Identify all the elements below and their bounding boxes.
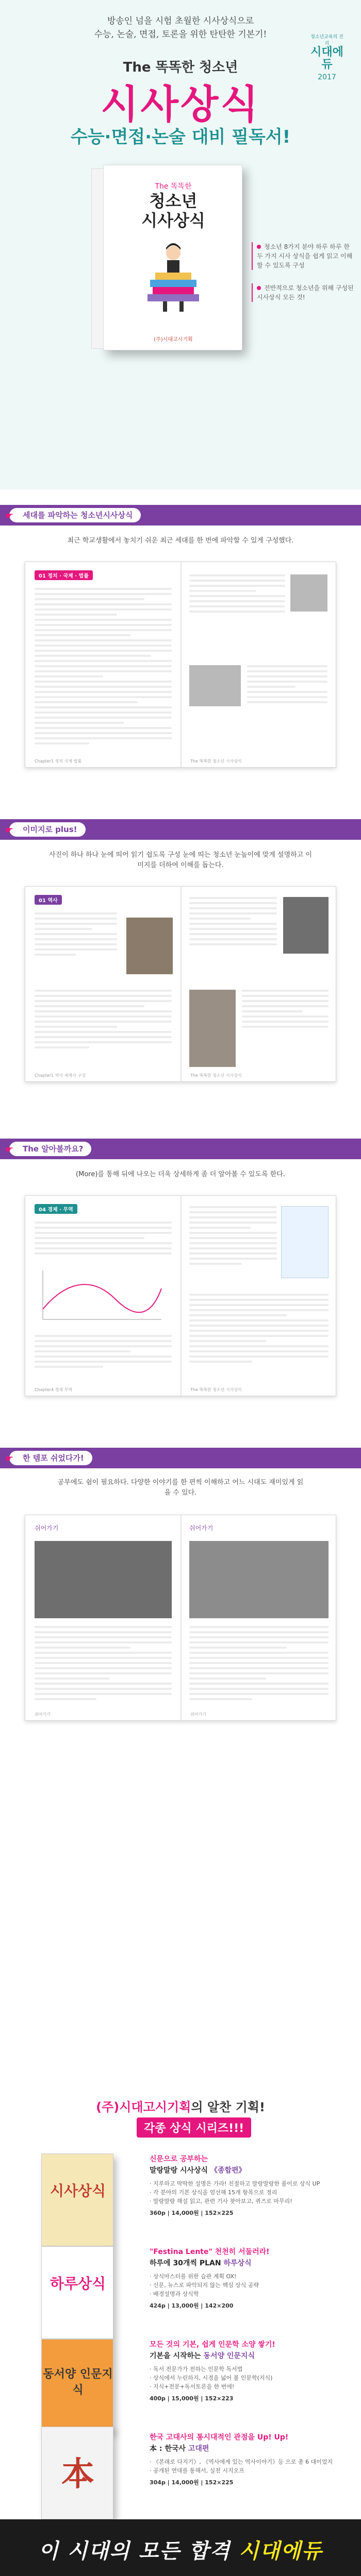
hero-note-2 — [252, 283, 355, 302]
spread-text-left — [35, 588, 172, 748]
book-bullet: · 《본래로 다지기》, 《역사에게 있는 역사이야기》등 으로 총 6 대이었지 — [150, 2459, 333, 2465]
book-spine — [91, 168, 104, 349]
spread-text-left-2 — [35, 1335, 172, 1371]
spread-rest-title-right: 쉬어가기 — [189, 1524, 214, 1532]
book-name-b: 《종합편》 — [210, 2166, 246, 2175]
book-bullet: · 독서 전문가가 전하는 인문학 독서법 — [150, 2366, 243, 2372]
series-book-1-cover — [31, 2154, 129, 2246]
section-header-2 — [0, 819, 361, 840]
student-illustration-icon — [142, 238, 204, 315]
sample-spread-3 — [25, 1195, 336, 1396]
hero-intro — [0, 14, 361, 41]
hero-tagline: 수능·면접·논술 대비 필독서! — [70, 127, 291, 147]
section-label-3-text: The 알아볼까요? — [23, 1144, 84, 1154]
section-desc-3: (More)를 통해 뒤에 나오는 더욱 상세하게 좀 더 알아볼 수 있도록 한다. — [76, 1171, 285, 1178]
series-book-2-cover — [31, 2246, 129, 2339]
brand-small-text: 청소년교육의 진리 — [310, 35, 343, 46]
spread-rest-title-left: 쉬어가기 — [35, 1524, 59, 1532]
book-bullet: · 지식+전문+독서토론을 한 번에! — [150, 2383, 235, 2390]
book-cover-image — [41, 2339, 113, 2432]
spread-text-right — [189, 897, 277, 948]
cover-title: 동서양 인문지식 — [43, 2368, 113, 2397]
book-bullet: · 상식마스터를 위한 습관 계획 OX! — [150, 2273, 237, 2280]
footer-slogan-band — [0, 2519, 361, 2576]
spread-footer-left: Chapter4 경제 무역 — [35, 1387, 73, 1392]
sample-spread-1 — [25, 562, 336, 768]
section-header-4 — [0, 1448, 361, 1468]
book-name-b: 하루상식 — [223, 2259, 252, 2267]
book-bullet: · 말랑말랑 해설 읽고, 관련 기사 찾아보고, 퀴즈로 마무리! — [150, 2198, 292, 2205]
spread-footer-right: The 똑똑한 청소년 시사상식 — [190, 1387, 242, 1392]
section-label-4 — [5, 1451, 92, 1465]
series-book-4-cover — [31, 2427, 129, 2519]
section-header-1 — [0, 505, 361, 526]
spread-chapter-chip: 04 경제 · 무역 — [35, 1204, 77, 1214]
book-bullet: · 공개된 연대를 통해서, 실전 시지오프 — [150, 2467, 244, 2474]
book-cover — [103, 165, 242, 350]
section-label-2 — [5, 822, 86, 837]
hero-note-1-text: 청소년 8가지 분야 하루 하루 한 두 가지 시사 상식을 쉽게 읽고 이해할 수 있도록 구성 — [257, 243, 353, 269]
book-meta: 400p | 15,000원 | 152×223 — [150, 2395, 234, 2402]
footer-slogan — [0, 2535, 361, 2564]
book-name — [150, 2350, 346, 2361]
spread-text-right — [189, 1626, 329, 1703]
book-name-a: 하루에 30개씩 PLAN — [150, 2259, 221, 2267]
pointer-hand-icon: ☛ — [5, 825, 14, 836]
book-tag: "Festina Lente" 천천히 서둘러라! — [150, 2248, 270, 2256]
book-cover-title — [104, 191, 243, 230]
book-cover-top: The 똑똑한 — [155, 182, 192, 191]
book-bullet: · 각 분야의 기본 상식을 엄선해 15개 항목으로 정리 — [150, 2189, 277, 2196]
spread-photo-3 — [189, 990, 236, 1067]
series-book-3-info — [150, 2339, 346, 2402]
book-cover-title-1: 청소년 — [149, 191, 198, 211]
hero-intro-line-2: 수능, 논술, 면접, 토론을 위한 탄탄한 기본기! — [94, 29, 267, 40]
spread-text-left — [35, 1222, 172, 1258]
book-name — [150, 2165, 346, 2175]
spread-chapter-chip: 01 정치 · 국제 · 법률 — [35, 570, 93, 580]
book-meta: 304p | 14,000원 | 152×225 — [150, 2479, 234, 2486]
book-bullet: · 신문, 뉴스로 파악되지 않는 핵심 상식 공략 — [150, 2282, 259, 2289]
bullet-dot-icon — [257, 245, 261, 249]
hero-note-2-text: 전반적으로 청소년을 위해 구성된 시사상식 모든 것! — [257, 284, 354, 301]
hero-subtitle: The 똑똑한 청소년 — [123, 60, 238, 75]
footer-slogan-a: 이 시대의 모든 합격 — [38, 2539, 231, 2563]
spread-artifact-photo — [126, 918, 173, 974]
pointer-hand-icon: ☛ — [5, 1453, 14, 1464]
book-cover-image — [41, 2246, 113, 2339]
hero-note-1 — [252, 242, 355, 270]
series-book-2-info — [150, 2246, 346, 2310]
book-tag: 신문으로 공부하는 — [150, 2155, 208, 2163]
book-name-b: 고대편 — [188, 2445, 209, 2453]
section-header-3 — [0, 1139, 361, 1159]
spread-text-right-2 — [189, 1294, 329, 1366]
book-name — [150, 2258, 346, 2268]
book-meta: 424p | 13,000원 | 142×200 — [150, 2302, 234, 2309]
section-label-1 — [5, 508, 141, 522]
bullet-dot-icon — [257, 286, 261, 290]
spread-footer-right: The 똑똑한 청소년 시사상식 — [190, 1073, 242, 1078]
book-name-b: 동서양 인문지식 — [203, 2352, 255, 2360]
spread-gutter — [180, 887, 182, 1081]
book-tag: 모든 것의 기본, 쉽게 인문학 소양 쌓기! — [150, 2341, 275, 2349]
book-name — [150, 2443, 346, 2453]
spread-footer-right: 쉬어가기 — [190, 1712, 206, 1717]
spread-gutter — [180, 562, 182, 767]
spread-photo-2 — [189, 665, 241, 706]
spread-text-right-2 — [247, 665, 327, 706]
section-label-3 — [5, 1142, 91, 1156]
book-cover-image — [41, 2154, 113, 2246]
spread-graph-icon — [38, 1268, 167, 1325]
spread-crowd-photo — [35, 1541, 172, 1618]
spread-more-box — [281, 1206, 329, 1278]
spread-text-left-2 — [35, 990, 172, 1052]
spread-gutter — [180, 1196, 182, 1396]
book-meta: 360p | 14,000원 | 152×225 — [150, 2210, 234, 2216]
cover-title: 本 — [61, 2455, 94, 2494]
spread-footer-right: The 똑똑한 청소년 시사상식 — [190, 759, 242, 764]
section-desc-4: 공부에도 쉼이 필요하다. 다양한 이야기를 한 편씩 이해하고 어느 시대도 재미있게 읽을 수 있다. — [57, 1479, 304, 1497]
cover-title: 시사상식 — [50, 2182, 106, 2199]
spread-footer-left: Chapter1 역사 세계사 구성 — [35, 1073, 86, 1078]
hero-intro-line-1: 방송인 넘을 시험 초월한 시사상식으로 — [107, 16, 254, 26]
hero-title: 시사상식 — [101, 81, 260, 127]
section-desc-1: 최근 학교생활에서 놓치기 쉬운 최근 세대를 한 번에 파악할 수 있게 구성했다. — [67, 537, 294, 545]
spread-photo-bw — [283, 897, 329, 954]
book-name-a: 本 : 한국사 — [150, 2445, 186, 2453]
spread-bridge-photo — [189, 1541, 329, 1618]
sample-spread-2 — [25, 886, 336, 1082]
section-label-2-text: 이미지로 plus! — [23, 825, 77, 834]
spread-chapter-chip: 01 역사 — [35, 895, 62, 905]
spread-text-left — [35, 912, 117, 959]
pointer-hand-icon: ☛ — [5, 1144, 14, 1155]
series-book-3-cover — [31, 2339, 129, 2432]
series-book-4-info — [150, 2432, 346, 2486]
spread-text-right-2 — [242, 990, 329, 1031]
series-headline — [0, 2097, 361, 2115]
book-name-a: 기본을 시작하는 — [150, 2352, 201, 2360]
book-publisher: (주)시대고시기획 — [154, 337, 193, 343]
brand-name: 시대에듀 — [310, 46, 343, 71]
hero-notes — [252, 242, 355, 315]
book-name-a: 말랑말랑 시사상식 — [150, 2166, 208, 2175]
spread-footer-left: 쉬어가기 — [35, 1712, 51, 1717]
book-bullet: · 배경설명과 상식학 — [150, 2291, 199, 2297]
book-tag: 한국 고대사의 통시대적인 관점을 Up! Up! — [150, 2433, 289, 2442]
series-book-1-info — [150, 2154, 346, 2217]
book-bullet: · 상식에서 누린하지, 시경을 넓어 볼 인문학(지식) — [150, 2375, 273, 2381]
section-desc-2: 사진이 하나 하나 눈에 띄어 읽기 쉽도록 구성 눈에 띄는 청소년 눈높이에 맞게 설명하고 이미지를 더하여 이해를 돕는다. — [49, 851, 312, 869]
series-badge: 각종 상식 시리즈!!! — [137, 2117, 251, 2138]
pointer-hand-icon: ☛ — [5, 511, 14, 521]
spread-text-right — [189, 1206, 277, 1268]
series-headline-rest: 의 알찬 기획! — [191, 2100, 265, 2114]
book-cover-image — [41, 2427, 113, 2519]
section-label-1-text: 세대를 파악하는 청소년시사상식 — [23, 511, 133, 520]
hero-section — [0, 0, 361, 489]
sample-spread-4 — [25, 1515, 336, 1721]
book-bullet: · 지루하고 딱딱한 설명은 가라! 친절하고 말랑말랑한 풀이로 상식 UP — [150, 2180, 320, 2187]
cover-title: 하루상식 — [50, 2275, 106, 2292]
spread-footer-left: Chapter1 정치 국제 법률 — [35, 759, 82, 764]
spread-gutter — [180, 1515, 182, 1720]
spread-photo — [290, 574, 327, 612]
footer-slogan-b: 시대에듀 — [239, 2539, 323, 2563]
series-headline-brand: (주)시대고시기획 — [96, 2100, 191, 2114]
spread-text-right — [189, 574, 285, 616]
spread-text-left — [35, 1626, 172, 1703]
book-cover-title-2: 시사상식 — [141, 211, 205, 230]
brand-year: 2017 — [318, 73, 336, 81]
section-label-4-text: 한 템포 쉬었다가! — [23, 1453, 84, 1463]
